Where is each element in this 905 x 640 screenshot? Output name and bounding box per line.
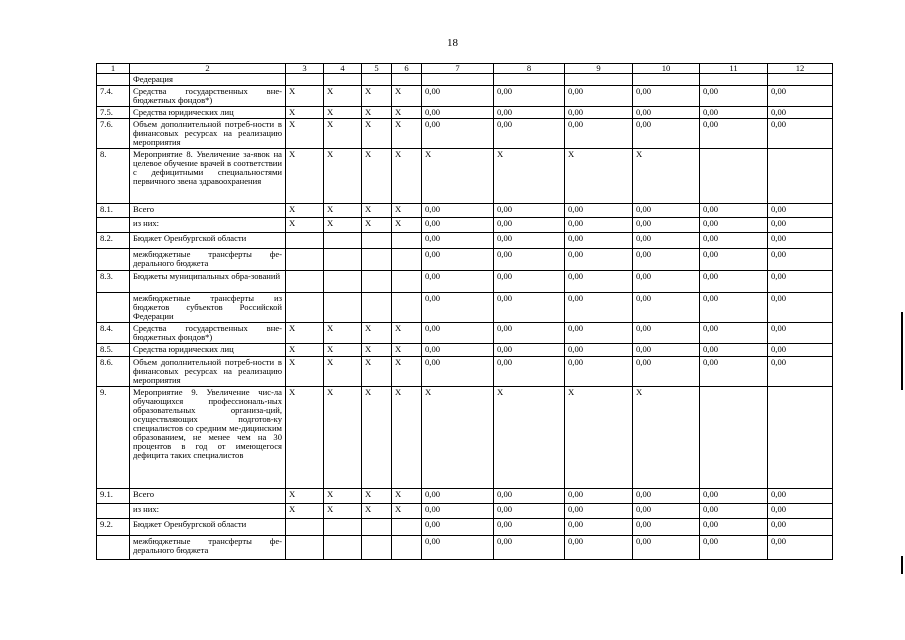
- value-cell: 0,00: [633, 86, 700, 107]
- value-cell: X: [392, 204, 422, 218]
- table-row: [97, 218, 833, 233]
- value-cell: 0,00: [565, 519, 633, 536]
- value-cell: X: [565, 149, 633, 204]
- value-cell: X: [392, 218, 422, 233]
- value-cell: [324, 271, 362, 293]
- value-cell: [362, 74, 392, 86]
- value-cell: X: [392, 357, 422, 387]
- value-cell: X: [286, 204, 324, 218]
- value-cell: 0,00: [494, 233, 565, 249]
- value-cell: 0,00: [565, 204, 633, 218]
- value-cell: [362, 293, 392, 323]
- row-number: 9.2.: [97, 519, 130, 536]
- column-header: 6: [392, 64, 422, 74]
- value-cell: 0,00: [494, 344, 565, 357]
- value-cell: X: [324, 344, 362, 357]
- value-cell: 0,00: [700, 119, 768, 149]
- value-cell: [700, 387, 768, 489]
- row-description: Бюджеты муниципальных обра-зований: [130, 271, 286, 293]
- row-number: [97, 218, 130, 233]
- row-description: Всего: [130, 204, 286, 218]
- value-cell: [324, 249, 362, 271]
- value-cell: 0,00: [494, 357, 565, 387]
- value-cell: 0,00: [633, 344, 700, 357]
- table-body: [97, 64, 833, 560]
- value-cell: 0,00: [422, 86, 494, 107]
- value-cell: X: [392, 86, 422, 107]
- value-cell: 0,00: [494, 504, 565, 519]
- value-cell: [286, 74, 324, 86]
- row-number: 8.1.: [97, 204, 130, 218]
- value-cell: [286, 249, 324, 271]
- value-cell: 0,00: [565, 119, 633, 149]
- value-cell: 0,00: [768, 293, 833, 323]
- value-cell: [324, 293, 362, 323]
- value-cell: 0,00: [633, 119, 700, 149]
- value-cell: 0,00: [422, 504, 494, 519]
- column-header: 3: [286, 64, 324, 74]
- value-cell: [324, 74, 362, 86]
- value-cell: 0,00: [422, 519, 494, 536]
- value-cell: X: [324, 489, 362, 504]
- value-cell: 0,00: [700, 344, 768, 357]
- value-cell: X: [324, 504, 362, 519]
- value-cell: 0,00: [768, 536, 833, 560]
- value-cell: 0,00: [768, 357, 833, 387]
- value-cell: 0,00: [633, 489, 700, 504]
- value-cell: 0,00: [565, 107, 633, 119]
- row-description: межбюджетные трансферты фе-дерального бюджета: [130, 249, 286, 271]
- value-cell: X: [286, 119, 324, 149]
- value-cell: 0,00: [633, 323, 700, 344]
- value-cell: 0,00: [494, 519, 565, 536]
- value-cell: 0,00: [768, 271, 833, 293]
- value-cell: [392, 233, 422, 249]
- value-cell: X: [633, 387, 700, 489]
- row-description: Средства государственных вне-бюджетных фондов*): [130, 323, 286, 344]
- row-number: 7.4.: [97, 86, 130, 107]
- value-cell: X: [286, 387, 324, 489]
- table-row: [97, 204, 833, 218]
- row-number: 8.6.: [97, 357, 130, 387]
- value-cell: X: [494, 387, 565, 489]
- table-row: [97, 107, 833, 119]
- value-cell: 0,00: [633, 218, 700, 233]
- scan-edge-mark: [901, 556, 903, 574]
- row-number: [97, 74, 130, 86]
- value-cell: 0,00: [633, 271, 700, 293]
- row-number: 8.2.: [97, 233, 130, 249]
- value-cell: 0,00: [633, 536, 700, 560]
- value-cell: 0,00: [422, 218, 494, 233]
- value-cell: X: [422, 387, 494, 489]
- value-cell: 0,00: [422, 249, 494, 271]
- value-cell: [286, 519, 324, 536]
- value-cell: X: [362, 323, 392, 344]
- value-cell: 0,00: [565, 218, 633, 233]
- value-cell: [362, 249, 392, 271]
- value-cell: 0,00: [565, 233, 633, 249]
- value-cell: X: [362, 489, 392, 504]
- value-cell: 0,00: [700, 218, 768, 233]
- row-number: 8.: [97, 149, 130, 204]
- value-cell: [768, 387, 833, 489]
- row-number: [97, 249, 130, 271]
- column-header: 8: [494, 64, 565, 74]
- value-cell: 0,00: [422, 536, 494, 560]
- table-row: [97, 119, 833, 149]
- value-cell: [286, 271, 324, 293]
- value-cell: X: [392, 149, 422, 204]
- value-cell: 0,00: [565, 323, 633, 344]
- value-cell: 0,00: [768, 323, 833, 344]
- row-description: Мероприятие 8. Увеличение за-явок на целевое обучение врачей в соответствии с дефицитными специальностями первичного звена здравоохранения: [130, 149, 286, 204]
- value-cell: X: [565, 387, 633, 489]
- value-cell: X: [286, 149, 324, 204]
- value-cell: 0,00: [494, 204, 565, 218]
- value-cell: X: [494, 149, 565, 204]
- table-row: [97, 504, 833, 519]
- value-cell: 0,00: [633, 249, 700, 271]
- value-cell: X: [286, 489, 324, 504]
- value-cell: 0,00: [700, 107, 768, 119]
- table-row: [97, 536, 833, 560]
- table-row: [97, 323, 833, 344]
- table-row: [97, 357, 833, 387]
- value-cell: 0,00: [494, 489, 565, 504]
- value-cell: [392, 74, 422, 86]
- value-cell: X: [392, 344, 422, 357]
- column-header: 9: [565, 64, 633, 74]
- table-row: [97, 249, 833, 271]
- value-cell: 0,00: [700, 519, 768, 536]
- value-cell: X: [362, 387, 392, 489]
- value-cell: X: [392, 387, 422, 489]
- value-cell: 0,00: [768, 504, 833, 519]
- value-cell: 0,00: [565, 86, 633, 107]
- row-description: Средства юридических лиц: [130, 107, 286, 119]
- value-cell: [768, 149, 833, 204]
- value-cell: 0,00: [422, 323, 494, 344]
- value-cell: X: [324, 387, 362, 489]
- value-cell: 0,00: [565, 271, 633, 293]
- row-description: Средства юридических лиц: [130, 344, 286, 357]
- value-cell: 0,00: [768, 344, 833, 357]
- value-cell: 0,00: [565, 489, 633, 504]
- value-cell: X: [362, 357, 392, 387]
- value-cell: 0,00: [700, 204, 768, 218]
- value-cell: 0,00: [494, 293, 565, 323]
- row-description: из них:: [130, 218, 286, 233]
- column-header: 5: [362, 64, 392, 74]
- row-number: 8.3.: [97, 271, 130, 293]
- value-cell: [286, 536, 324, 560]
- row-description: Бюджет Оренбургской области: [130, 233, 286, 249]
- value-cell: X: [362, 107, 392, 119]
- row-description: из них:: [130, 504, 286, 519]
- value-cell: 0,00: [565, 249, 633, 271]
- row-number: 7.6.: [97, 119, 130, 149]
- value-cell: [700, 74, 768, 86]
- value-cell: 0,00: [700, 271, 768, 293]
- row-description: Объем дополнительной потреб-ности в финансовых ресурсах на реализацию мероприятия: [130, 119, 286, 149]
- value-cell: 0,00: [768, 204, 833, 218]
- row-number: 7.5.: [97, 107, 130, 119]
- value-cell: 0,00: [422, 489, 494, 504]
- value-cell: 0,00: [633, 519, 700, 536]
- table-row: [97, 293, 833, 323]
- value-cell: X: [324, 107, 362, 119]
- table-row: [97, 344, 833, 357]
- value-cell: 0,00: [700, 504, 768, 519]
- table-row: [97, 489, 833, 504]
- row-number: 8.5.: [97, 344, 130, 357]
- table-row: [97, 387, 833, 489]
- value-cell: X: [324, 323, 362, 344]
- value-cell: 0,00: [700, 536, 768, 560]
- column-header: 1: [97, 64, 130, 74]
- value-cell: X: [633, 149, 700, 204]
- column-header: 4: [324, 64, 362, 74]
- value-cell: X: [362, 204, 392, 218]
- value-cell: 0,00: [494, 323, 565, 344]
- value-cell: [324, 519, 362, 536]
- value-cell: X: [286, 323, 324, 344]
- value-cell: [362, 233, 392, 249]
- row-number: 8.4.: [97, 323, 130, 344]
- value-cell: 0,00: [565, 504, 633, 519]
- page-number: 18: [447, 37, 458, 49]
- table-row: [97, 149, 833, 204]
- value-cell: 0,00: [494, 249, 565, 271]
- value-cell: X: [392, 504, 422, 519]
- table-row: [97, 74, 833, 86]
- value-cell: [362, 271, 392, 293]
- value-cell: X: [362, 149, 392, 204]
- row-number: [97, 536, 130, 560]
- value-cell: X: [286, 504, 324, 519]
- value-cell: [565, 74, 633, 86]
- value-cell: X: [362, 86, 392, 107]
- value-cell: 0,00: [768, 519, 833, 536]
- row-number: 9.: [97, 387, 130, 489]
- value-cell: X: [286, 218, 324, 233]
- value-cell: [392, 249, 422, 271]
- column-header: 12: [768, 64, 833, 74]
- value-cell: 0,00: [633, 293, 700, 323]
- table-row: [97, 271, 833, 293]
- value-cell: X: [362, 504, 392, 519]
- value-cell: X: [392, 119, 422, 149]
- column-header: 10: [633, 64, 700, 74]
- value-cell: 0,00: [422, 357, 494, 387]
- value-cell: 0,00: [494, 119, 565, 149]
- column-header: 7: [422, 64, 494, 74]
- value-cell: 0,00: [422, 204, 494, 218]
- value-cell: [494, 74, 565, 86]
- scan-edge-mark: [901, 312, 903, 390]
- value-cell: 0,00: [422, 233, 494, 249]
- value-cell: X: [392, 107, 422, 119]
- value-cell: 0,00: [768, 489, 833, 504]
- value-cell: [392, 519, 422, 536]
- value-cell: [422, 74, 494, 86]
- column-header: 2: [130, 64, 286, 74]
- table-row: [97, 519, 833, 536]
- value-cell: [362, 536, 392, 560]
- value-cell: X: [324, 218, 362, 233]
- value-cell: 0,00: [422, 119, 494, 149]
- value-cell: [633, 74, 700, 86]
- row-description: Средства государственных вне-бюджетных фондов*): [130, 86, 286, 107]
- value-cell: 0,00: [700, 357, 768, 387]
- value-cell: [324, 233, 362, 249]
- value-cell: 0,00: [565, 357, 633, 387]
- value-cell: X: [324, 357, 362, 387]
- row-description: Бюджет Оренбургской области: [130, 519, 286, 536]
- value-cell: X: [286, 344, 324, 357]
- budget-table: [96, 63, 833, 560]
- value-cell: 0,00: [768, 107, 833, 119]
- value-cell: 0,00: [700, 233, 768, 249]
- row-number: [97, 504, 130, 519]
- value-cell: X: [362, 218, 392, 233]
- value-cell: [392, 536, 422, 560]
- value-cell: X: [286, 107, 324, 119]
- value-cell: 0,00: [700, 489, 768, 504]
- row-number: [97, 293, 130, 323]
- value-cell: X: [324, 204, 362, 218]
- value-cell: 0,00: [633, 204, 700, 218]
- value-cell: 0,00: [494, 218, 565, 233]
- column-header: 11: [700, 64, 768, 74]
- value-cell: 0,00: [565, 344, 633, 357]
- value-cell: 0,00: [633, 107, 700, 119]
- value-cell: [324, 536, 362, 560]
- row-description: Всего: [130, 489, 286, 504]
- value-cell: 0,00: [494, 107, 565, 119]
- value-cell: [362, 519, 392, 536]
- value-cell: X: [422, 149, 494, 204]
- value-cell: 0,00: [768, 119, 833, 149]
- value-cell: [700, 149, 768, 204]
- value-cell: X: [392, 323, 422, 344]
- value-cell: 0,00: [768, 86, 833, 107]
- value-cell: [286, 293, 324, 323]
- table-row: [97, 233, 833, 249]
- value-cell: 0,00: [768, 233, 833, 249]
- value-cell: X: [362, 119, 392, 149]
- value-cell: 0,00: [422, 271, 494, 293]
- value-cell: [768, 74, 833, 86]
- value-cell: [286, 233, 324, 249]
- header-row: [97, 64, 833, 74]
- value-cell: 0,00: [768, 218, 833, 233]
- value-cell: [392, 293, 422, 323]
- row-description: Объем дополнительной потреб-ности в финансовых ресурсах на реализацию мероприятия: [130, 357, 286, 387]
- value-cell: 0,00: [565, 536, 633, 560]
- row-description: Федерация: [130, 74, 286, 86]
- value-cell: 0,00: [494, 86, 565, 107]
- value-cell: 0,00: [422, 293, 494, 323]
- row-number: 9.1.: [97, 489, 130, 504]
- value-cell: 0,00: [494, 271, 565, 293]
- row-description: Мероприятие 9. Увеличение чис-ла обучающихся профессиональ-ных образовательных организа-ций, осуществляющих подготов-ку специалистов со средним ме-дицинским образованием, не менее чем на 30 процентов в год от имеющегося дефицита таких специалистов: [130, 387, 286, 489]
- value-cell: X: [286, 357, 324, 387]
- value-cell: 0,00: [700, 293, 768, 323]
- value-cell: 0,00: [422, 344, 494, 357]
- value-cell: X: [392, 489, 422, 504]
- value-cell: 0,00: [700, 86, 768, 107]
- value-cell: 0,00: [700, 323, 768, 344]
- row-description: межбюджетные трансферты из бюджетов субъектов Российской Федерации: [130, 293, 286, 323]
- value-cell: [392, 271, 422, 293]
- value-cell: X: [324, 149, 362, 204]
- value-cell: X: [324, 86, 362, 107]
- value-cell: 0,00: [565, 293, 633, 323]
- value-cell: 0,00: [422, 107, 494, 119]
- value-cell: 0,00: [633, 504, 700, 519]
- value-cell: X: [286, 86, 324, 107]
- table-row: [97, 86, 833, 107]
- value-cell: 0,00: [633, 233, 700, 249]
- value-cell: 0,00: [768, 249, 833, 271]
- value-cell: 0,00: [633, 357, 700, 387]
- value-cell: X: [324, 119, 362, 149]
- value-cell: 0,00: [494, 536, 565, 560]
- row-description: межбюджетные трансферты фе-дерального бюджета: [130, 536, 286, 560]
- value-cell: X: [362, 344, 392, 357]
- value-cell: 0,00: [700, 249, 768, 271]
